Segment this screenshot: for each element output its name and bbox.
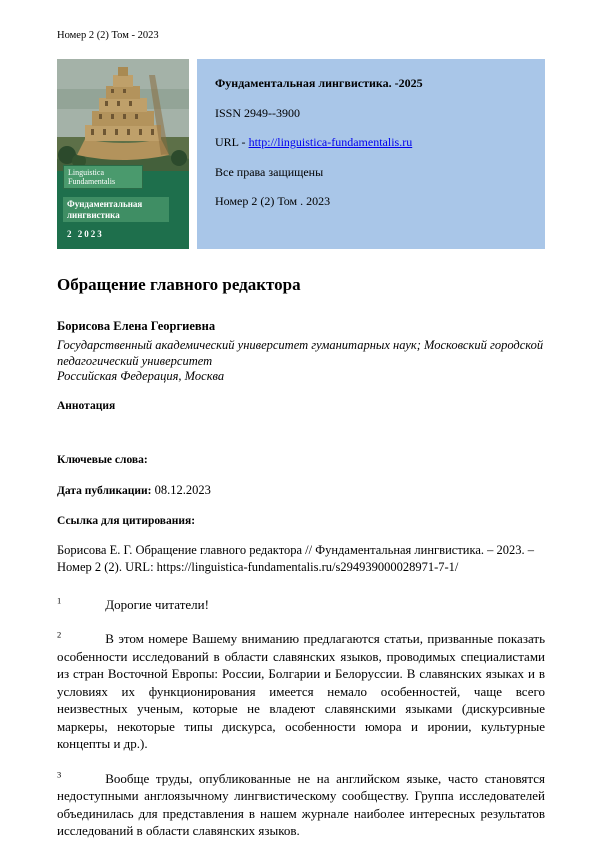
paragraph-3 (57, 770, 545, 840)
paragraph-number: 2 (57, 629, 62, 640)
journal-info-box (197, 59, 545, 249)
cover-cyrillic-title: Фундаментальная лингвистика (63, 197, 169, 222)
keywords-label: Ключевые слова: (57, 453, 148, 466)
paragraph-number: 3 (57, 769, 62, 780)
annotation-label: Аннотация (57, 399, 116, 412)
publication-date-line (57, 483, 545, 498)
url-prefix: URL - (215, 135, 249, 149)
journal-header-block (57, 59, 545, 249)
paragraph-1 (57, 596, 545, 614)
publication-date-label: Дата публикации: (57, 484, 152, 497)
paragraph-text: Дорогие читатели! (105, 596, 209, 612)
tower-of-babel-illustration (57, 59, 189, 171)
journal-issue: Номер 2 (2) Том . 2023 (215, 194, 331, 208)
cover-latin-title: Linguistica Fundamentalis (63, 165, 143, 189)
journal-issn: ISSN 2949--3900 (215, 105, 301, 120)
paragraph-text: В этом номере Вашему вниманию предлагаются статьи, призванные показать особенности исследований в области славянских языков, проводимых специалистами из стран Восточной Европы: России, Болгарии и Белоруссии. В славянских языках и в условиях их функционирования имеется немало особенностей, чаще всего неизвестных ученым, которые не владеют славянскими языками (дискурсивные маркеры, некоторые типы дискурса, особенности юмора и иронии, культурные концепты и др.). (57, 631, 545, 751)
paragraph-number: 1 (57, 595, 62, 606)
cover-issue-number: 2 2023 (67, 229, 104, 239)
author-affiliation: Государственный академический университет гуманитарных наук; Московский городской педагогический университет (57, 338, 544, 368)
article-title: Обращение главного редактора (57, 275, 301, 294)
citation-label: Ссылка для цитирования: (57, 514, 196, 527)
page-header-reference: Номер 2 (2) Том - 2023 (57, 30, 159, 41)
publication-date-value: 08.12.2023 (151, 482, 211, 497)
journal-cover (57, 59, 189, 249)
journal-url-line (215, 135, 527, 150)
author-location: Российская Федерация, Москва (57, 369, 225, 383)
article-meta-block (57, 454, 545, 527)
author-name: Борисова Елена Георгиевна (57, 319, 216, 333)
journal-title: Фундаментальная лингвистика. -2025 (215, 76, 423, 90)
citation-text: Борисова Е. Г. Обращение главного редактора // Фундаментальная лингвистика. – 2023. – Номер 2 (2). URL: https://linguistica-fundamentalis.ru/s294939000028971-7-1/ (57, 542, 535, 574)
journal-url-link[interactable]: http://linguistica-fundamentalis.ru (248, 135, 413, 149)
paragraph-2 (57, 630, 545, 753)
paragraph-text: Вообще труды, опубликованные не на английском языке, часто становятся недоступными англоязычному лингвистическому сообществу. Группа исследователей объединилась для представления в нашем журнале наиболее интересных результатов исследований в области славянских языков. (57, 770, 545, 838)
journal-rights: Все права защищены (215, 164, 324, 179)
